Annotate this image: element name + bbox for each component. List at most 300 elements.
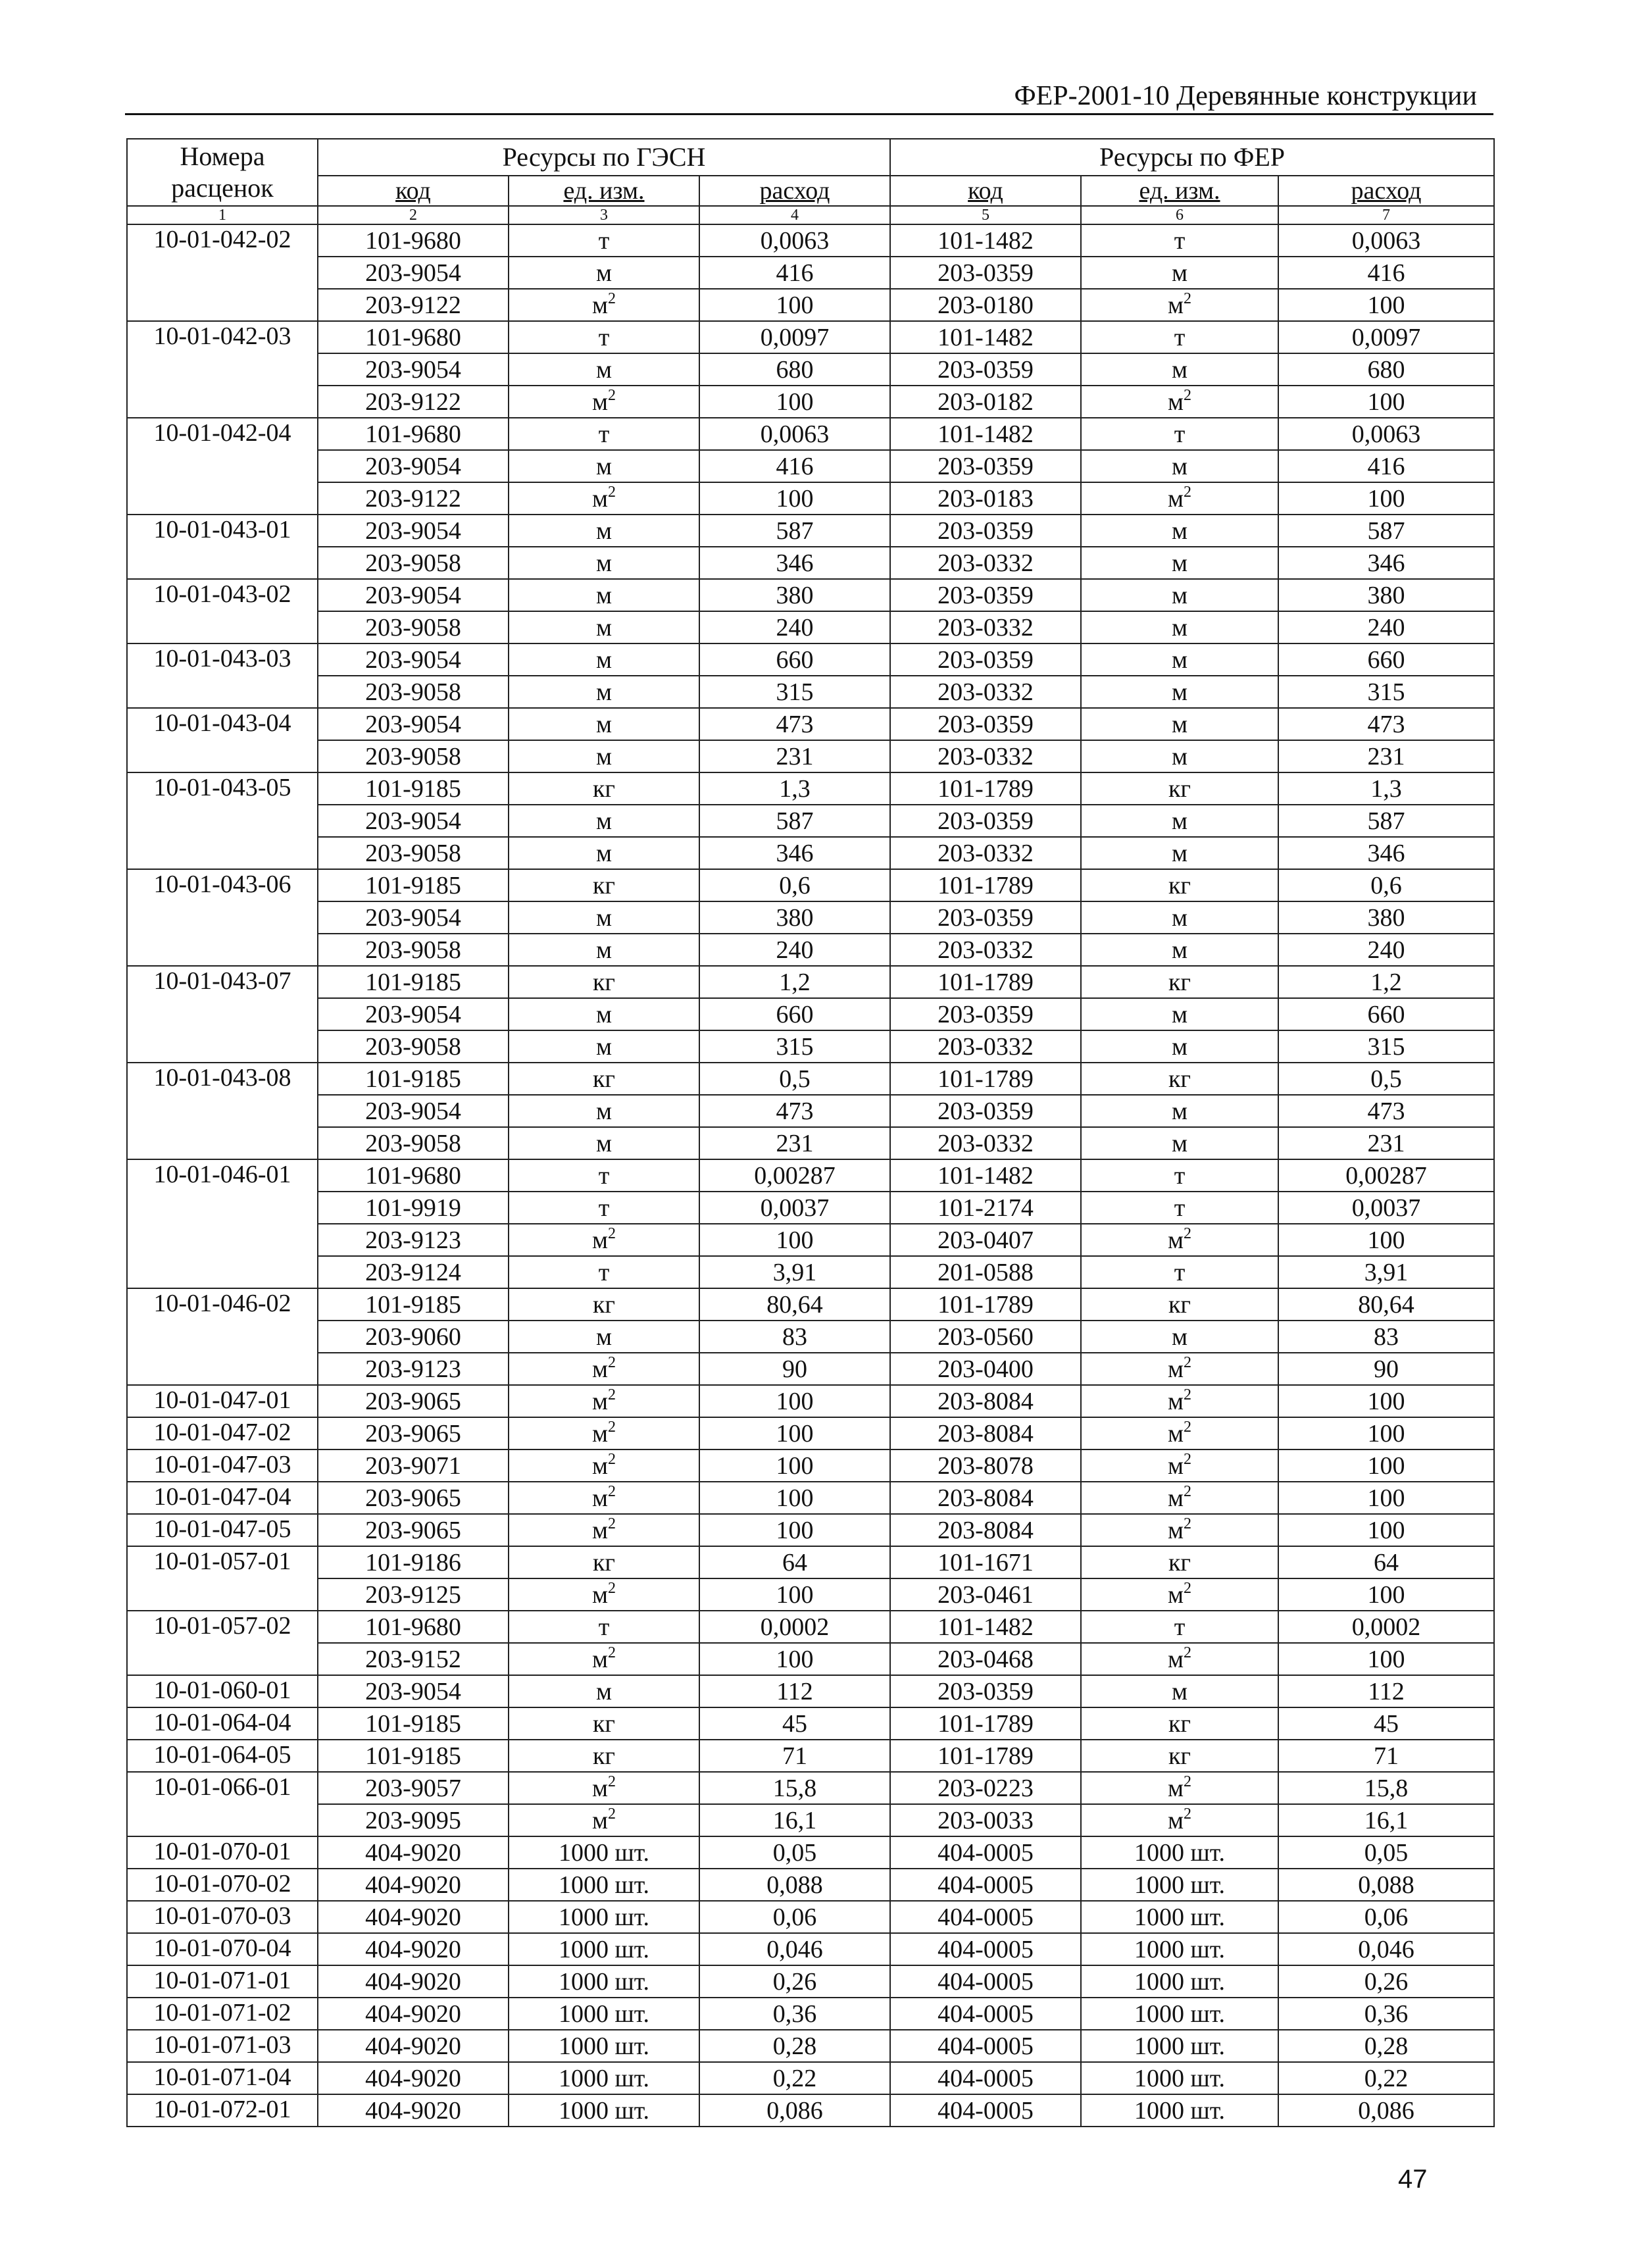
fer-code-cell: 404-0005	[890, 1869, 1081, 1901]
fer-consumption-cell: 45	[1278, 1707, 1494, 1740]
gesn-unit-cell: $м^2$	[509, 482, 699, 515]
rate-number-cell: 10-01-043-07	[127, 966, 318, 1063]
table-body	[127, 224, 1494, 2127]
gesn-code-cell: 203-9152	[318, 1643, 509, 1675]
table-row	[127, 1256, 1494, 1288]
fer-code-cell: 404-0005	[890, 2094, 1081, 2127]
gesn-unit-cell: кг	[509, 772, 699, 805]
resources-table	[126, 138, 1495, 2127]
rate-number-cell: 10-01-066-01	[127, 1772, 318, 1836]
gesn-consumption-cell: 0,26	[699, 1965, 890, 1998]
fer-unit-cell: м	[1081, 740, 1278, 772]
fer-consumption-cell: 473	[1278, 708, 1494, 740]
table-row	[127, 386, 1494, 418]
gesn-consumption-cell: 3,91	[699, 1256, 890, 1288]
rate-number-cell: 10-01-057-02	[127, 1611, 318, 1675]
gesn-unit-cell: кг	[509, 1707, 699, 1740]
rate-number-cell: 10-01-060-01	[127, 1675, 318, 1707]
fer-code-cell: 101-1482	[890, 321, 1081, 353]
fer-code-cell: 203-0332	[890, 837, 1081, 869]
fer-consumption-cell: 0,26	[1278, 1965, 1494, 1998]
fer-code-cell: 101-1671	[890, 1546, 1081, 1578]
fer-code-cell: 101-2174	[890, 1192, 1081, 1224]
fer-code-cell: 203-0223	[890, 1772, 1081, 1804]
fer-code-cell: 203-8084	[890, 1417, 1081, 1449]
fer-unit-cell: 1000 шт.	[1081, 1901, 1278, 1933]
gesn-consumption-cell: 100	[699, 289, 890, 321]
fer-consumption-cell: 0,0097	[1278, 321, 1494, 353]
rate-number-cell: 10-01-047-03	[127, 1449, 318, 1482]
gesn-code-cell: 101-9186	[318, 1546, 509, 1578]
gesn-consumption-cell: 380	[699, 579, 890, 611]
table-row	[127, 1514, 1494, 1546]
fer-consumption-cell: 100	[1278, 482, 1494, 515]
gesn-unit-cell: кг	[509, 966, 699, 998]
gesn-unit-cell: м	[509, 934, 699, 966]
gesn-unit-cell: м	[509, 450, 699, 482]
gesn-code-cell: 203-9065	[318, 1385, 509, 1417]
table-row	[127, 289, 1494, 321]
fer-code-cell: 203-0359	[890, 901, 1081, 934]
gesn-consumption-cell: 315	[699, 1030, 890, 1063]
gesn-unit-cell: м	[509, 1675, 699, 1707]
fer-consumption-cell: 416	[1278, 257, 1494, 289]
fer-code-cell: 203-0359	[890, 643, 1081, 676]
gesn-unit-cell: $м^2$	[509, 1449, 699, 1482]
gesn-consumption-cell: 112	[699, 1675, 890, 1707]
fer-code-cell: 203-0359	[890, 353, 1081, 386]
fer-consumption-cell: 100	[1278, 1385, 1494, 1417]
gesn-code-cell: 203-9058	[318, 676, 509, 708]
gesn-code-cell: 203-9065	[318, 1482, 509, 1514]
fer-code-cell: 203-8084	[890, 1482, 1081, 1514]
fer-code-cell: 203-0359	[890, 1675, 1081, 1707]
gesn-unit-cell: $м^2$	[509, 1514, 699, 1546]
fer-code-cell: 101-1789	[890, 966, 1081, 998]
table-row	[127, 643, 1494, 676]
gesn-code-cell: 203-9122	[318, 482, 509, 515]
gesn-consumption-cell: 0,5	[699, 1063, 890, 1095]
gesn-code-cell: 203-9123	[318, 1224, 509, 1256]
column-header-fer-consumption: расход	[1278, 176, 1494, 206]
fer-consumption-cell: 100	[1278, 1643, 1494, 1675]
table-row	[127, 1288, 1494, 1321]
rate-number-cell: 10-01-072-01	[127, 2094, 318, 2127]
table-row	[127, 1836, 1494, 1869]
table-row	[127, 1192, 1494, 1224]
table-row	[127, 1740, 1494, 1772]
gesn-code-cell: 203-9122	[318, 289, 509, 321]
gesn-unit-cell: м	[509, 353, 699, 386]
fer-consumption-cell: 0,0063	[1278, 418, 1494, 450]
fer-unit-cell: $м^2$	[1081, 1417, 1278, 1449]
table-row	[127, 1127, 1494, 1159]
gesn-unit-cell: м	[509, 257, 699, 289]
gesn-code-cell: 101-9185	[318, 772, 509, 805]
fer-consumption-cell: 587	[1278, 515, 1494, 547]
fer-consumption-cell: 0,046	[1278, 1933, 1494, 1965]
fer-consumption-cell: 100	[1278, 386, 1494, 418]
fer-unit-cell: м	[1081, 643, 1278, 676]
fer-consumption-cell: 3,91	[1278, 1256, 1494, 1288]
gesn-consumption-cell: 80,64	[699, 1288, 890, 1321]
gesn-code-cell: 404-9020	[318, 1933, 509, 1965]
gesn-code-cell: 404-9020	[318, 1901, 509, 1933]
table-row	[127, 1482, 1494, 1514]
fer-consumption-cell: 1,2	[1278, 966, 1494, 998]
gesn-unit-cell: 1000 шт.	[509, 1901, 699, 1933]
fer-unit-cell: т	[1081, 1256, 1278, 1288]
table-row	[127, 257, 1494, 289]
rate-number-cell: 10-01-057-01	[127, 1546, 318, 1611]
fer-consumption-cell: 346	[1278, 837, 1494, 869]
table-row	[127, 966, 1494, 998]
fer-code-cell: 203-0468	[890, 1643, 1081, 1675]
gesn-consumption-cell: 0,6	[699, 869, 890, 901]
fer-consumption-cell: 240	[1278, 611, 1494, 643]
page-number: 47	[1398, 2165, 1428, 2194]
rate-number-cell: 10-01-070-01	[127, 1836, 318, 1869]
fer-unit-cell: $м^2$	[1081, 1578, 1278, 1611]
table-row	[127, 708, 1494, 740]
gesn-code-cell: 203-9057	[318, 1772, 509, 1804]
fer-unit-cell: 1000 шт.	[1081, 1836, 1278, 1869]
rate-number-cell: 10-01-047-04	[127, 1482, 318, 1514]
gesn-unit-cell: м	[509, 998, 699, 1030]
gesn-unit-cell: кг	[509, 869, 699, 901]
fer-code-cell: 101-1789	[890, 869, 1081, 901]
fer-unit-cell: т	[1081, 224, 1278, 257]
fer-code-cell: 203-0332	[890, 611, 1081, 643]
fer-consumption-cell: 100	[1278, 1514, 1494, 1546]
fer-code-cell: 203-0180	[890, 289, 1081, 321]
fer-consumption-cell: 100	[1278, 1417, 1494, 1449]
column-number: 1	[127, 206, 318, 224]
table-row	[127, 998, 1494, 1030]
table-row	[127, 1772, 1494, 1804]
gesn-unit-cell: м	[509, 1030, 699, 1063]
rate-number-cell: 10-01-070-04	[127, 1933, 318, 1965]
gesn-consumption-cell: 0,0037	[699, 1192, 890, 1224]
fer-consumption-cell: 0,22	[1278, 2062, 1494, 2094]
fer-unit-cell: $м^2$	[1081, 1482, 1278, 1514]
gesn-code-cell: 203-9058	[318, 611, 509, 643]
table-row	[127, 869, 1494, 901]
fer-code-cell: 203-8078	[890, 1449, 1081, 1482]
table-row	[127, 1804, 1494, 1836]
column-header-fer-unit: ед. изм.	[1081, 176, 1278, 206]
gesn-unit-cell: м	[509, 611, 699, 643]
table-row	[127, 418, 1494, 450]
rate-number-cell: 10-01-071-01	[127, 1965, 318, 1998]
gesn-unit-cell: 1000 шт.	[509, 2030, 699, 2062]
gesn-consumption-cell: 240	[699, 611, 890, 643]
table-row	[127, 2094, 1494, 2127]
fer-consumption-cell: 0,088	[1278, 1869, 1494, 1901]
gesn-code-cell: 101-9185	[318, 869, 509, 901]
fer-code-cell: 203-0332	[890, 740, 1081, 772]
gesn-unit-cell: $м^2$	[509, 289, 699, 321]
gesn-consumption-cell: 315	[699, 676, 890, 708]
column-number: 6	[1081, 206, 1278, 224]
gesn-consumption-cell: 0,086	[699, 2094, 890, 2127]
table-row	[127, 805, 1494, 837]
gesn-code-cell: 101-9185	[318, 1288, 509, 1321]
fer-code-cell: 203-0560	[890, 1321, 1081, 1353]
fer-consumption-cell: 231	[1278, 740, 1494, 772]
fer-unit-cell: м	[1081, 708, 1278, 740]
rate-number-cell: 10-01-043-02	[127, 579, 318, 643]
gesn-consumption-cell: 660	[699, 998, 890, 1030]
table-row	[127, 1578, 1494, 1611]
gesn-code-cell: 404-9020	[318, 1998, 509, 2030]
gesn-code-cell: 203-9054	[318, 257, 509, 289]
gesn-unit-cell: $м^2$	[509, 1353, 699, 1385]
fer-unit-cell: кг	[1081, 1546, 1278, 1578]
rate-number-cell: 10-01-070-02	[127, 1869, 318, 1901]
gesn-consumption-cell: 71	[699, 1740, 890, 1772]
fer-code-cell: 404-0005	[890, 2062, 1081, 2094]
rate-number-cell: 10-01-046-01	[127, 1159, 318, 1288]
gesn-code-cell: 101-9185	[318, 1707, 509, 1740]
column-header-rate-numbers: Номера расценок	[127, 139, 318, 206]
gesn-code-cell: 203-9124	[318, 1256, 509, 1288]
table-row	[127, 450, 1494, 482]
fer-consumption-cell: 231	[1278, 1127, 1494, 1159]
rate-number-cell: 10-01-042-03	[127, 321, 318, 418]
gesn-consumption-cell: 64	[699, 1546, 890, 1578]
table-row	[127, 1707, 1494, 1740]
gesn-code-cell: 101-9185	[318, 1063, 509, 1095]
fer-consumption-cell: 587	[1278, 805, 1494, 837]
gesn-unit-cell: м	[509, 515, 699, 547]
table-row	[127, 2030, 1494, 2062]
gesn-unit-cell: $м^2$	[509, 386, 699, 418]
gesn-unit-cell: м	[509, 805, 699, 837]
gesn-code-cell: 203-9058	[318, 934, 509, 966]
gesn-code-cell: 101-9680	[318, 1611, 509, 1643]
rate-number-cell: 10-01-043-08	[127, 1063, 318, 1159]
gesn-code-cell: 404-9020	[318, 2030, 509, 2062]
gesn-code-cell: 101-9919	[318, 1192, 509, 1224]
table-row	[127, 1224, 1494, 1256]
table-row	[127, 482, 1494, 515]
gesn-unit-cell: 1000 шт.	[509, 1836, 699, 1869]
table-row	[127, 515, 1494, 547]
gesn-unit-cell: м	[509, 1321, 699, 1353]
gesn-unit-cell: т	[509, 1256, 699, 1288]
gesn-consumption-cell: 0,088	[699, 1869, 890, 1901]
gesn-consumption-cell: 0,0002	[699, 1611, 890, 1643]
fer-consumption-cell: 71	[1278, 1740, 1494, 1772]
group-header-gesn: Ресурсы по ГЭСН	[318, 139, 890, 176]
fer-unit-cell: $м^2$	[1081, 289, 1278, 321]
fer-unit-cell: м	[1081, 901, 1278, 934]
gesn-consumption-cell: 100	[699, 1643, 890, 1675]
table-row	[127, 1063, 1494, 1095]
fer-unit-cell: м	[1081, 611, 1278, 643]
gesn-consumption-cell: 346	[699, 837, 890, 869]
gesn-unit-cell: 1000 шт.	[509, 1965, 699, 1998]
fer-code-cell: 203-0332	[890, 934, 1081, 966]
column-header-gesn-unit: ед. изм.	[509, 176, 699, 206]
fer-consumption-cell: 0,086	[1278, 2094, 1494, 2127]
table-row	[127, 837, 1494, 869]
gesn-unit-cell: м	[509, 676, 699, 708]
column-header-fer-code: код	[890, 176, 1081, 206]
fer-unit-cell: т	[1081, 418, 1278, 450]
gesn-consumption-cell: 416	[699, 450, 890, 482]
gesn-consumption-cell: 90	[699, 1353, 890, 1385]
fer-consumption-cell: 100	[1278, 1482, 1494, 1514]
fer-unit-cell: м	[1081, 1030, 1278, 1063]
gesn-unit-cell: кг	[509, 1288, 699, 1321]
fer-unit-cell: м	[1081, 1095, 1278, 1127]
gesn-code-cell: 404-9020	[318, 2062, 509, 2094]
fer-unit-cell: т	[1081, 1159, 1278, 1192]
gesn-code-cell: 203-9123	[318, 1353, 509, 1385]
gesn-code-cell: 203-9058	[318, 1030, 509, 1063]
fer-code-cell: 101-1482	[890, 1159, 1081, 1192]
gesn-consumption-cell: 0,0097	[699, 321, 890, 353]
gesn-consumption-cell: 15,8	[699, 1772, 890, 1804]
fer-consumption-cell: 100	[1278, 1224, 1494, 1256]
column-number: 7	[1278, 206, 1494, 224]
gesn-consumption-cell: 680	[699, 353, 890, 386]
fer-consumption-cell: 315	[1278, 1030, 1494, 1063]
gesn-code-cell: 203-9058	[318, 837, 509, 869]
gesn-unit-cell: $м^2$	[509, 1578, 699, 1611]
fer-code-cell: 404-0005	[890, 2030, 1081, 2062]
fer-unit-cell: кг	[1081, 772, 1278, 805]
gesn-consumption-cell: 100	[699, 1482, 890, 1514]
gesn-code-cell: 203-9054	[318, 353, 509, 386]
table-row	[127, 224, 1494, 257]
gesn-code-cell: 404-9020	[318, 1965, 509, 1998]
rate-number-cell: 10-01-070-03	[127, 1901, 318, 1933]
gesn-consumption-cell: 0,046	[699, 1933, 890, 1965]
table-row	[127, 1869, 1494, 1901]
fer-code-cell: 404-0005	[890, 1998, 1081, 2030]
gesn-unit-cell: м	[509, 1095, 699, 1127]
fer-code-cell: 203-0332	[890, 676, 1081, 708]
fer-code-cell: 404-0005	[890, 1965, 1081, 1998]
fer-code-cell: 203-0332	[890, 1030, 1081, 1063]
fer-consumption-cell: 100	[1278, 1578, 1494, 1611]
fer-code-cell: 101-1482	[890, 1611, 1081, 1643]
group-header-fer: Ресурсы по ФЕР	[890, 139, 1494, 176]
table-row	[127, 579, 1494, 611]
fer-unit-cell: $м^2$	[1081, 1224, 1278, 1256]
rate-number-cell: 10-01-043-03	[127, 643, 318, 708]
fer-consumption-cell: 315	[1278, 676, 1494, 708]
gesn-code-cell: 101-9185	[318, 1740, 509, 1772]
table-row	[127, 1998, 1494, 2030]
fer-unit-cell: м	[1081, 547, 1278, 579]
table-row	[127, 1417, 1494, 1449]
table-row	[127, 1546, 1494, 1578]
gesn-code-cell: 203-9065	[318, 1417, 509, 1449]
gesn-consumption-cell: 0,22	[699, 2062, 890, 2094]
fer-consumption-cell: 1,3	[1278, 772, 1494, 805]
gesn-unit-cell: $м^2$	[509, 1224, 699, 1256]
fer-unit-cell: кг	[1081, 869, 1278, 901]
table-row	[127, 1353, 1494, 1385]
fer-unit-cell: м	[1081, 257, 1278, 289]
gesn-unit-cell: 1000 шт.	[509, 1998, 699, 2030]
gesn-code-cell: 203-9054	[318, 708, 509, 740]
fer-code-cell: 101-1789	[890, 1063, 1081, 1095]
gesn-unit-cell: $м^2$	[509, 1417, 699, 1449]
gesn-unit-cell: т	[509, 1159, 699, 1192]
gesn-unit-cell: $м^2$	[509, 1643, 699, 1675]
gesn-unit-cell: 1000 шт.	[509, 1933, 699, 1965]
table-row	[127, 1030, 1494, 1063]
table-row	[127, 740, 1494, 772]
column-number: 4	[699, 206, 890, 224]
gesn-consumption-cell: 587	[699, 515, 890, 547]
gesn-code-cell: 404-9020	[318, 2094, 509, 2127]
rate-number-cell: 10-01-043-06	[127, 869, 318, 966]
fer-code-cell: 101-1482	[890, 224, 1081, 257]
fer-consumption-cell: 416	[1278, 450, 1494, 482]
gesn-code-cell: 203-9060	[318, 1321, 509, 1353]
gesn-unit-cell: $м^2$	[509, 1772, 699, 1804]
fer-consumption-cell: 240	[1278, 934, 1494, 966]
gesn-code-cell: 101-9680	[318, 224, 509, 257]
fer-code-cell: 101-1789	[890, 772, 1081, 805]
gesn-code-cell: 203-9054	[318, 450, 509, 482]
fer-unit-cell: м	[1081, 515, 1278, 547]
fer-consumption-cell: 0,0063	[1278, 224, 1494, 257]
fer-code-cell: 203-0461	[890, 1578, 1081, 1611]
fer-consumption-cell: 473	[1278, 1095, 1494, 1127]
table-row	[127, 1675, 1494, 1707]
column-number: 5	[890, 206, 1081, 224]
fer-unit-cell: м	[1081, 676, 1278, 708]
gesn-consumption-cell: 100	[699, 1224, 890, 1256]
column-number: 2	[318, 206, 509, 224]
gesn-unit-cell: кг	[509, 1063, 699, 1095]
rate-number-cell: 10-01-042-02	[127, 224, 318, 321]
fer-unit-cell: $м^2$	[1081, 1449, 1278, 1482]
gesn-code-cell: 203-9058	[318, 740, 509, 772]
gesn-unit-cell: м	[509, 837, 699, 869]
table-row	[127, 547, 1494, 579]
fer-consumption-cell: 380	[1278, 901, 1494, 934]
gesn-code-cell: 101-9680	[318, 1159, 509, 1192]
fer-consumption-cell: 90	[1278, 1353, 1494, 1385]
fer-unit-cell: $м^2$	[1081, 1772, 1278, 1804]
gesn-unit-cell: т	[509, 321, 699, 353]
fer-consumption-cell: 660	[1278, 998, 1494, 1030]
gesn-unit-cell: т	[509, 224, 699, 257]
fer-unit-cell: 1000 шт.	[1081, 1965, 1278, 1998]
fer-consumption-cell: 112	[1278, 1675, 1494, 1707]
fer-unit-cell: м	[1081, 934, 1278, 966]
gesn-unit-cell: 1000 шт.	[509, 2094, 699, 2127]
gesn-unit-cell: м	[509, 643, 699, 676]
rate-number-cell: 10-01-043-01	[127, 515, 318, 579]
gesn-code-cell: 101-9680	[318, 418, 509, 450]
table-row	[127, 1095, 1494, 1127]
gesn-unit-cell: т	[509, 1192, 699, 1224]
gesn-unit-cell: м	[509, 708, 699, 740]
table-row	[127, 353, 1494, 386]
fer-code-cell: 201-0588	[890, 1256, 1081, 1288]
gesn-code-cell: 203-9065	[318, 1514, 509, 1546]
gesn-unit-cell: $м^2$	[509, 1385, 699, 1417]
